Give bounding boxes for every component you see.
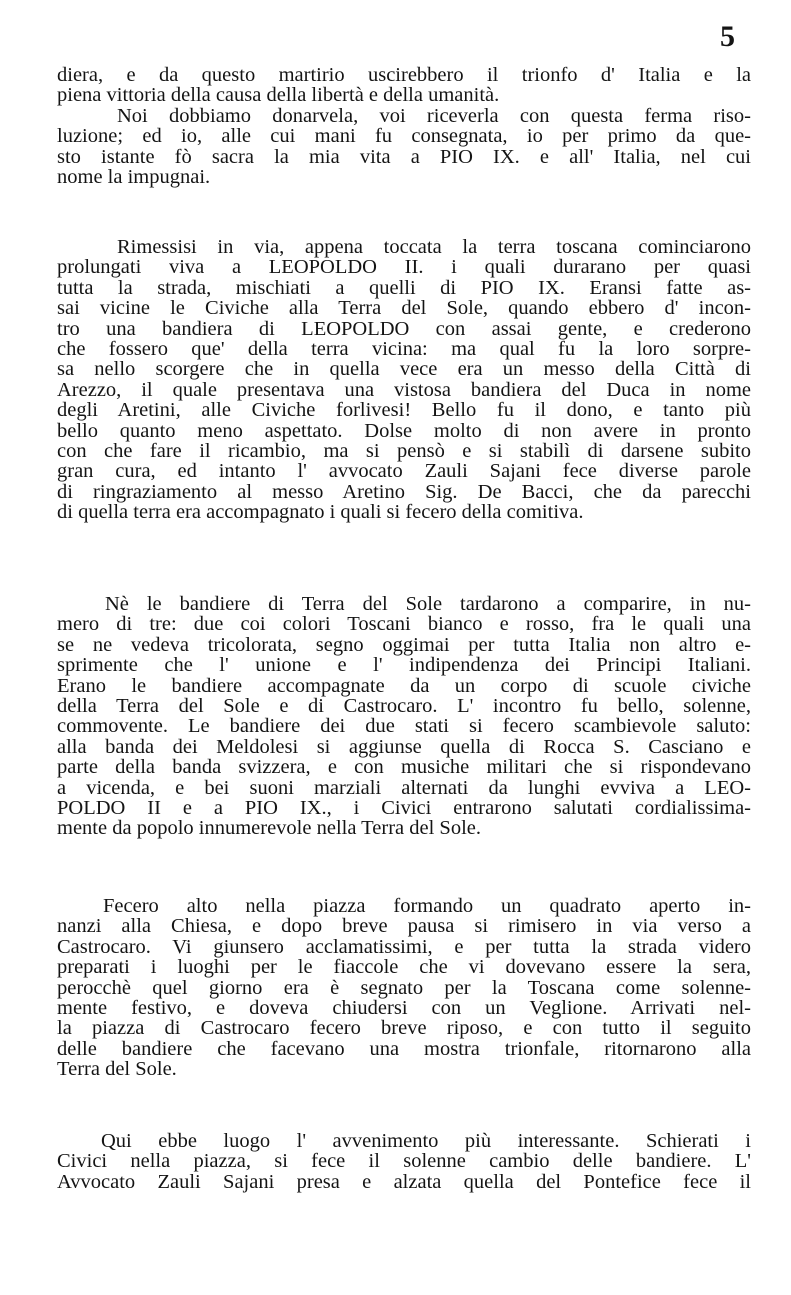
text-line: della Terra del Sole e di Castrocaro. L' incontro fu bello, solenne,	[57, 694, 751, 717]
text-line: parte della banda svizzera, e con musiche militari che si rispondevano	[57, 756, 751, 779]
text-line: Qui ebbe luogo l' avvenimento più interessante. Schierati i	[101, 1130, 751, 1152]
paragraph-1	[57, 65, 751, 187]
paragraph-4	[57, 896, 751, 1080]
text-line: mente da popolo innumerevole nella Terra del Sole.	[57, 817, 481, 840]
text-line: sto istante fò sacra la mia vita a PIO IX. e all' Italia, nel cui	[57, 145, 751, 168]
text-line: piena vittoria della causa della libertà e della umanità.	[57, 84, 500, 107]
text-line: Noi dobbiamo donarvela, voi riceverla con questa ferma riso-	[117, 104, 751, 127]
text-line: la piazza di Castrocaro fecero breve riposo, e con tutto il seguito	[57, 1017, 751, 1040]
text-line: con che fare il ricambio, ma si pensò e si stabilì di darsene subito	[57, 439, 751, 462]
text-line: POLDO II e a PIO IX., i Civici entrarono salutati cordialissima-	[57, 796, 751, 819]
text-line: sprimente che l' unione e l' indipendenza dei Principi Italiani.	[57, 654, 751, 677]
text-line: che fossero que' della terra vicina: ma qual fu la loro sorpre-	[57, 337, 751, 360]
text-line: gran cura, ed intanto l' avvocato Zauli Sajani fece diverse parole	[57, 460, 751, 483]
text-line: di ringraziamento al messo Aretino Sig. De Bacci, che da parecchi	[57, 480, 751, 503]
text-line: Arezzo, il quale presentava una vistosa bandiera del Duca in nome	[57, 378, 751, 401]
text-line: diera, e da questo martirio uscirebbero il trionfo d' Italia e la	[57, 64, 751, 86]
paragraph-2	[57, 237, 751, 522]
text-line: mente festivo, e doveva chiudersi con un Veglione. Arrivati nel-	[57, 996, 751, 1019]
text-line: luzione; ed io, alle cui mani fu consegnata, io per primo da que-	[57, 125, 751, 148]
text-line: bello quanto meno aspettato. Dolse molto di non avere in pronto	[57, 419, 751, 442]
text-line: Terra del Sole.	[57, 1058, 177, 1081]
paragraph-3	[57, 594, 751, 839]
text-line: delle bandiere che facevano una mostra trionfale, ritornarono alla	[57, 1037, 751, 1060]
text-line: Fecero alto nella piazza formando un quadrato aperto in-	[103, 895, 751, 917]
text-line: Rimessisi in via, appena toccata la terra toscana cominciarono	[117, 236, 751, 258]
text-line: tutta la strada, mischiati a quelli di PIO IX. Eransi fatte as-	[57, 276, 751, 299]
text-line: Erano le bandiere accompagnate da un corpo di scuole civiche	[57, 674, 751, 697]
text-line: preparati i luoghi per le fiaccole che vi dovevano essere la sera,	[57, 956, 751, 979]
text-line: commovente. Le bandiere dei due stati si fecero scambievole saluto:	[57, 715, 751, 738]
text-line: degli Aretini, alle Civiche forlivesi! Bello fu il dono, e tanto più	[57, 399, 751, 422]
text-line: alla banda dei Meldolesi si aggiunse quella di Rocca S. Casciano e	[57, 735, 751, 758]
text-line: Nè le bandiere di Terra del Sole tardarono a comparire, in nu-	[105, 593, 751, 615]
text-line: di quella terra era accompagnato i quali si fecero della comitiva.	[57, 501, 584, 524]
text-line: nome la impugnai.	[57, 165, 211, 188]
text-line: nanzi alla Chiesa, e dopo breve pausa si rimisero in via verso a	[57, 915, 751, 938]
text-line: Castrocaro. Vi giunsero acclamatissimi, e per tutta la strada videro	[57, 935, 751, 958]
page-number: 5	[720, 20, 735, 53]
text-line: sa nello scorgere che in quella vece era un messo della Città di	[57, 358, 751, 381]
text-line: sai vicine le Civiche alla Terra del Sole, quando ebbero d' incon-	[57, 297, 751, 320]
text-line: Civici nella piazza, si fece il solenne cambio delle bandiere. L'	[57, 1150, 751, 1173]
text-line: Avvocato Zauli Sajani presa e alzata quella del Pontefice fece il	[57, 1170, 751, 1193]
text-line: mero di tre: due coi colori Toscani bianco e rosso, fra le quali una	[57, 613, 751, 636]
text-line: a vicenda, e bei suoni marziali alternati da lunghi evviva a LEO-	[57, 776, 751, 799]
text-line: perocchè quel giorno era è segnato per la Toscana come solenne-	[57, 976, 751, 999]
text-line: prolungati viva a LEOPOLDO II. i quali durarano per quasi	[57, 256, 751, 279]
text-line: se ne vedeva tricolorata, segno oggimai per tutta Italia non altro e-	[57, 633, 751, 656]
text-line: tro una bandiera di LEOPOLDO con assai gente, e crederono	[57, 317, 751, 340]
paragraph-5	[57, 1131, 751, 1192]
